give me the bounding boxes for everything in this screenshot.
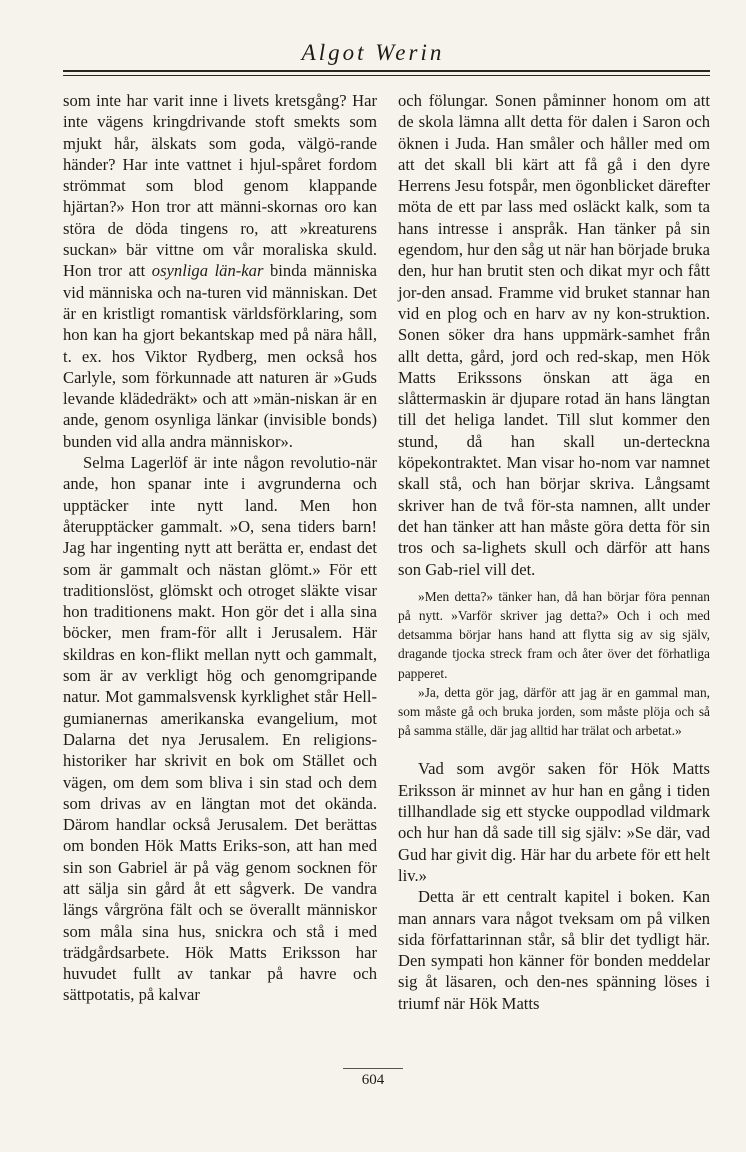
right-paragraph-1: och fölungar. Sonen påminner honom om att de skola lämna allt detta för dalen i Saron och öknen i Juda. Han småler och håller med om att det skall bli kärt att få gå i den dyre Herrens Jesu fotspår, men ögonblicket därefter möta de ett par lass med osläckt kalk, som ta hans intresse i anspråk. Han tänker på sin egendom, hur den såg ut när han började bruka den, hur han brutit sten och dikat myr och fått jor-den ansad. Framme vid bruket stannar han vid en plog och en harv av ny kon-struktion. Sonen söker dra hans uppmärk-samhet från allt detta, gård, jord och red-skap, men Hök Matts Erikssons önskan att äga en slåttermaskin är djupare rotad än hans längtan till det heliga landet. Till slut kommer den stund, då han skall un-derteckna köpekontraktet. Man visar ho-nom var namnet skall stå, och han börjar skriva. Långsamt skriver han de två för-sta namnen, allt under det han tänker att han måste göra detta för sin tros och sa-lighets skull och därför att hans son Gab-riel vill det. xyxy=(398,91,710,579)
block-quote xyxy=(398,587,710,741)
quote-paragraph-2: »Ja, detta gör jag, därför att jag är en gammal man, som måste gå och bruka jorden, som måste plöja och så på samma ställe, där jag alltid har trälat och arbetat.» xyxy=(398,684,710,739)
spacer xyxy=(398,740,710,758)
quote-paragraph-1: »Men detta?» tänker han, då han börjar föra pennan på nytt. »Varför skriver jag detta?» Och i och med detsamma börjar hans hand att flytta sig av sig själv, dragande tjocka streck fram och åter över det förhatliga papperet. xyxy=(398,588,710,681)
running-head: Algot Werin xyxy=(301,40,445,65)
header-rule-thin xyxy=(63,75,710,76)
left-paragraph-2: Selma Lagerlöf är inte någon revolutio-när ande, hon spanar inte i avgrunderna och upptäcker inte nytt land. Men hon återupptäcker gammalt. »O, sena tiders barn! Jag har ingenting nytt att berätta er, endast det som är gammalt och nästan glömt.» För ett traditionslöst, glömskt och otroget släkte visar hon traditionens makt. Hon gör det i alla sina böcker, men fram-för allt i Jerusalem. Här skildras en kon-flikt mellan nytt och gammalt, som är av verkligt hög och genomgripande natur. Mot gammalsvensk kyrklighet står Hell-gumianernas amerikanska evangelium, mot Dalarna det nya Jerusalem. En religions-historiker har skrivit en bok om Stället och vägen, om dem som bliva i sin stad och dem som drivas av en längtan mot det okända. Därom handlar också Jerusalem. Det berättas om bonden Hök Matts Eriks-son, att han med sin son Gabriel är på väg genom socknen för att sälja sin gård åt ett sågverk. De vandra längs vårgröna fält och se överallt människor som måla sina hus, snickra och stå i med trädgårdsarbete. Hök Matts Eriksson har huvudet fullt av tankar på havre och sättpotatis, på kalvar xyxy=(63,453,377,1005)
right-paragraph-2: Vad som avgör saken för Hök Matts Eriksson är minnet av hur han en gång i tiden tillhandlade sig ett stycke ouppodlad vildmark och hur han då sade till sig själv: »Se där, vad Gud har givit dig. Här har du arbete för ett helt liv.» xyxy=(398,759,710,885)
right-paragraph-3: Detta är ett centralt kapitel i boken. Kan man annars vara något tveksam om på vilken sida författarinnan står, så blir det tydligt här. Den sympati hon känner för bonden meddelar sig åt läsaren, och den-nes spänning löses i triumf när Hök Matts xyxy=(398,887,710,1013)
left-p1-emphasis: osynliga län-kar xyxy=(151,261,264,281)
left-paragraph-1 xyxy=(63,90,377,452)
left-p1-after: binda människa vid människa och na-turen vid människan. Det är en kristligt romantisk världsförklaring, som hon kan ha gjort bekantskap med på nära håll, t. ex. hos Viktor Rydberg, men också hos Carlyle, som förkunnade att naturen är »Guds levande klädedräkt» och att »män-niskan är en ande, genom osynliga länkar (invisible bonds) bunden vid alla andra människor». xyxy=(63,261,378,451)
right-column xyxy=(398,90,710,1014)
folio-rule xyxy=(343,1068,403,1069)
header-rule-thick xyxy=(63,70,710,72)
left-column xyxy=(63,90,377,1006)
page-number: 604 xyxy=(361,1072,385,1088)
left-p1-text: som inte har varit inne i livets kretsgång? Har inte vägens kringdrivande stoft smekts som mjukt hår, älskats som goda, välgö-rande händer? Har inte vattnet i hjul-spåret fordom strömmat som blod genom klappande hjärtan?» Hon tror att männi-skornas oro kan störa de döda tingens ro, att »kreaturens suckan» bär vittne om vår moraliska skuld. Hon tror att xyxy=(63,91,377,281)
